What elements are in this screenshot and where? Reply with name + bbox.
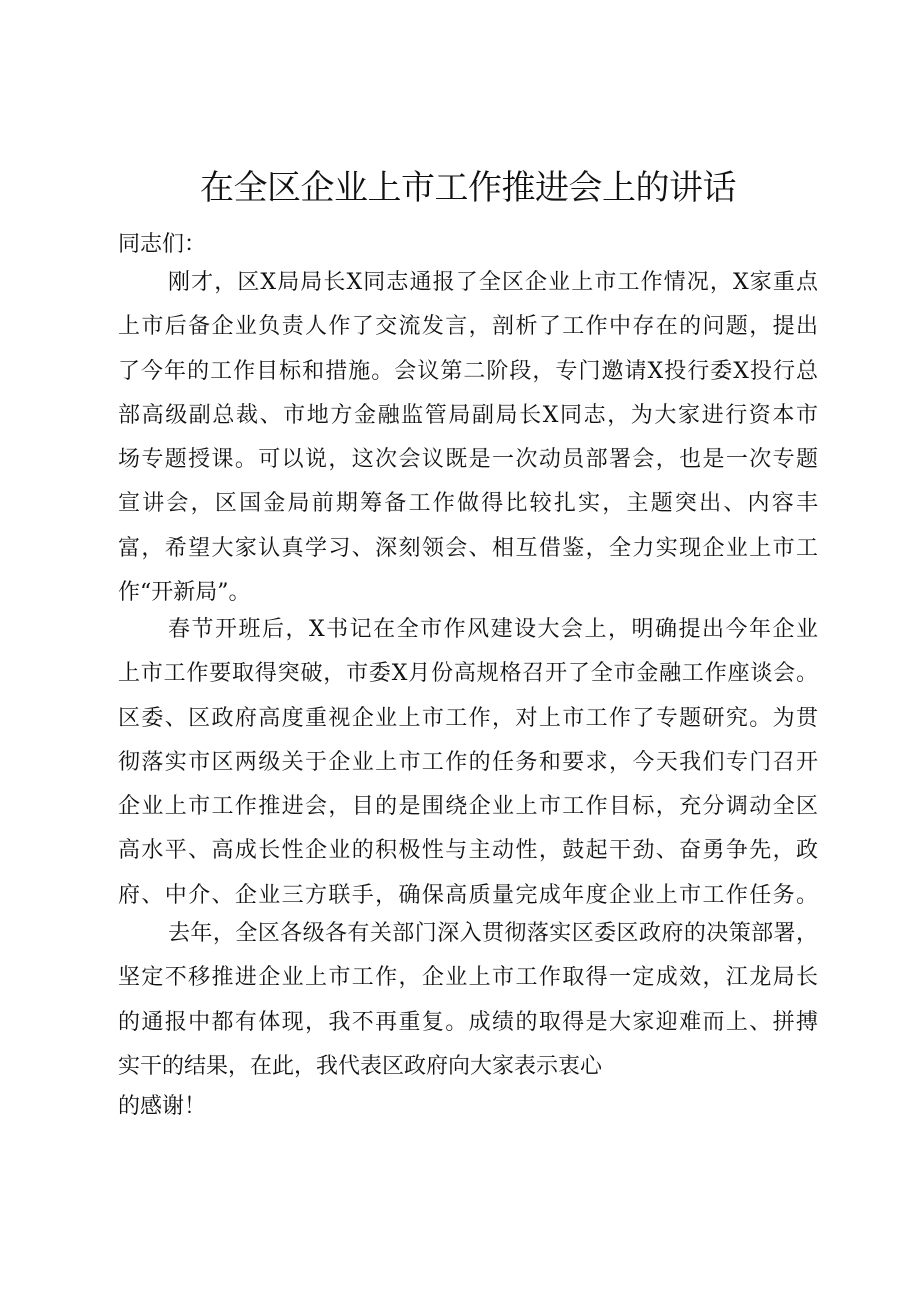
paragraph-line: 作“开新局”。 — [118, 580, 251, 606]
paragraph-line: 企业上市工作推进会，目的是围绕企业上市工作目标，充分调动全区 — [118, 794, 818, 820]
paragraph-line: 上市工作要取得突破，市委X月份高规格召开了全市金融工作座谈会。 — [118, 661, 818, 687]
paragraph-line: 刚才，区X局局长X同志通报了全区企业上市工作情况，X家重点 — [168, 270, 818, 295]
paragraph-1 — [118, 261, 818, 615]
paragraph-line: 高水平、高成长性企业的积极性与主动性，鼓起干劲、奋勇争先，政 — [118, 838, 818, 864]
paragraph-line: 春节开班后，X书记在全市作风建设大会上，明确提出今年企业 — [168, 617, 818, 642]
closing-line: 的感谢！ — [118, 1094, 207, 1119]
paragraph-line: 去年，全区各级各有关部门深入贯彻落实区委区政府的决策部署， — [168, 921, 818, 946]
paragraph-line: 宣讲会，区国金局前期筹备工作做得比较扎实，主题突出、内容丰 — [118, 491, 818, 517]
paragraph-3 — [118, 912, 818, 1089]
paragraph-2 — [118, 608, 818, 918]
paragraph-line: 区委、区政府高度重视企业上市工作，对上市工作了专题研究。为贯 — [118, 705, 818, 731]
paragraph-line: 坚定不移推进企业上市工作，企业上市工作取得一定成效，江龙局长 — [118, 965, 818, 991]
paragraph-line: 场专题授课。可以说，这次会议既是一次动员部署会，也是一次专题 — [118, 447, 818, 473]
salutation: 同志们： — [118, 232, 207, 257]
paragraph-line: 的通报中都有体现，我不再重复。成绩的取得是大家迎难而上、拼搏 — [118, 1009, 818, 1035]
paragraph-line: 部高级副总裁、市地方金融监管局副局长X同志，为大家进行资本市 — [118, 402, 818, 428]
paragraph-line: 实干的结果，在此，我代表区政府向大家表示衷心 — [118, 1053, 603, 1079]
paragraph-line: 彻落实市区两级关于企业上市工作的任务和要求，今天我们专门召开 — [118, 749, 818, 775]
document-title: 在全区企业上市工作推进会上的讲话 — [200, 168, 736, 208]
paragraph-line: 府、中介、企业三方联手，确保高质量完成年度企业上市工作任务。 — [118, 882, 818, 908]
paragraph-line: 富，希望大家认真学习、深刻领会、相互借鉴，全力实现企业上市工 — [118, 535, 818, 561]
paragraph-line: 了今年的工作目标和措施。会议第二阶段，专门邀请X投行委X投行总 — [118, 358, 818, 384]
paragraph-line: 上市后备企业负责人作了交流发言，剖析了工作中存在的问题，提出 — [118, 314, 818, 340]
